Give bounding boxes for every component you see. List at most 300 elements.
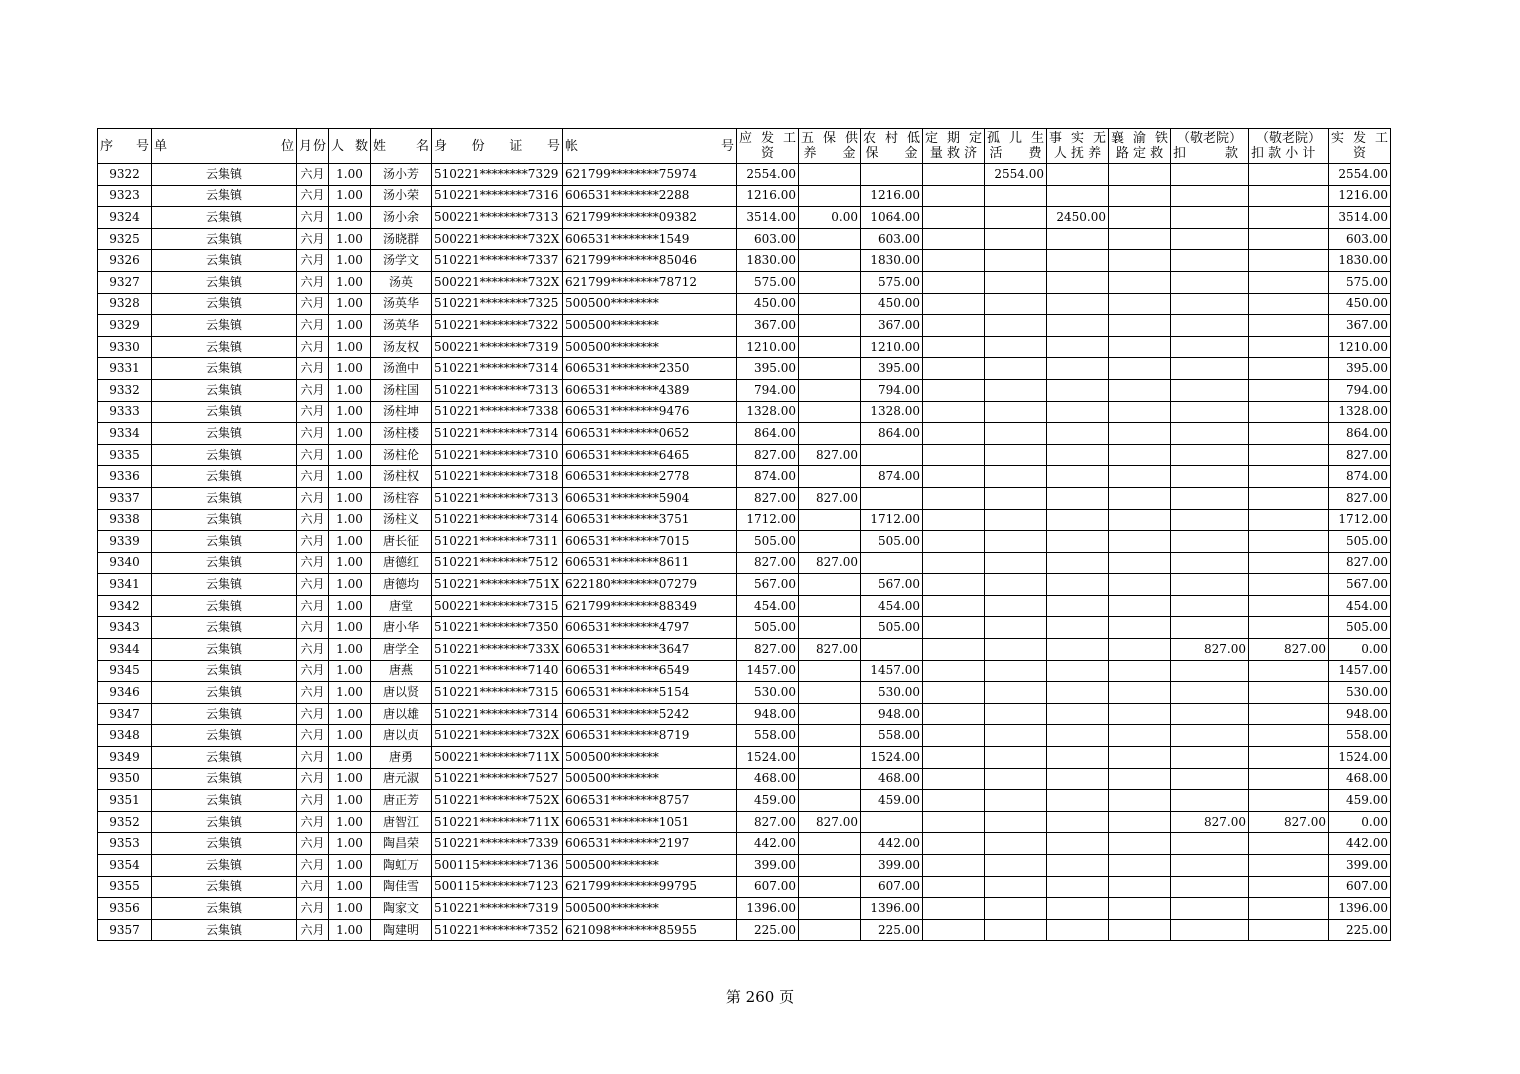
railway-cell: [1109, 336, 1171, 358]
account-cell: 606531********4389: [563, 379, 737, 401]
seq-cell: 9328: [98, 293, 152, 315]
unsupported-cell: [1047, 682, 1109, 704]
month-cell: 六月: [297, 898, 329, 920]
account-cell: 606531********1051: [563, 811, 737, 833]
header-deduction: [1171, 129, 1249, 164]
gross-pay-cell: 367.00: [737, 315, 799, 337]
count-cell: 1.00: [329, 336, 371, 358]
wubao-cell: [799, 725, 861, 747]
table-row: [98, 790, 1391, 812]
name-cell: 汤柱容: [371, 487, 432, 509]
railway-cell: [1109, 768, 1171, 790]
seq-cell: 9342: [98, 595, 152, 617]
net-pay-cell: 1328.00: [1329, 401, 1391, 423]
seq-cell: 9331: [98, 358, 152, 380]
wubao-cell: [799, 466, 861, 488]
account-cell: 500500********: [563, 336, 737, 358]
orphan-cell: [985, 207, 1047, 229]
id-cell: 500221********732X: [432, 271, 563, 293]
unit-cell: 云集镇: [152, 574, 297, 596]
month-cell: 六月: [297, 423, 329, 445]
seq-cell: 9323: [98, 185, 152, 207]
table-row: [98, 315, 1391, 337]
name-cell: 陶昌荣: [371, 833, 432, 855]
unit-cell: 云集镇: [152, 595, 297, 617]
unit-cell: 云集镇: [152, 444, 297, 466]
unsupported-cell: [1047, 703, 1109, 725]
gross-pay-cell: 399.00: [737, 855, 799, 877]
dibao-cell: 454.00: [861, 595, 923, 617]
count-cell: 1.00: [329, 703, 371, 725]
id-cell: 510221********7316: [432, 185, 563, 207]
month-cell: 六月: [297, 379, 329, 401]
seq-cell: 9339: [98, 531, 152, 553]
header-text: 应 发 工: [739, 131, 796, 146]
unsupported-cell: [1047, 315, 1109, 337]
seq-cell: 9327: [98, 271, 152, 293]
wubao-cell: [799, 660, 861, 682]
dibao-cell: 1064.00: [861, 207, 923, 229]
relief-cell: [923, 595, 985, 617]
table-row: [98, 164, 1391, 186]
header-gross-pay: [737, 129, 799, 164]
deduction-cell: [1171, 919, 1249, 941]
orphan-cell: [985, 315, 1047, 337]
relief-cell: [923, 358, 985, 380]
net-pay-cell: 454.00: [1329, 595, 1391, 617]
dibao-cell: 558.00: [861, 725, 923, 747]
orphan-cell: [985, 293, 1047, 315]
dibao-cell: 567.00: [861, 574, 923, 596]
railway-cell: [1109, 747, 1171, 769]
account-cell: 500500********: [563, 768, 737, 790]
header-text: 孤 儿 生: [987, 131, 1044, 146]
deduction-subtotal-cell: [1249, 336, 1329, 358]
gross-pay-cell: 603.00: [737, 228, 799, 250]
name-cell: 唐长征: [371, 531, 432, 553]
header-row: [98, 129, 1391, 164]
month-cell: 六月: [297, 185, 329, 207]
wubao-cell: [799, 790, 861, 812]
wubao-cell: [799, 250, 861, 272]
net-pay-cell: 948.00: [1329, 703, 1391, 725]
orphan-cell: [985, 768, 1047, 790]
orphan-cell: [985, 487, 1047, 509]
orphan-cell: [985, 876, 1047, 898]
wubao-cell: [799, 747, 861, 769]
dibao-cell: 575.00: [861, 271, 923, 293]
net-pay-cell: 0.00: [1329, 811, 1391, 833]
orphan-cell: [985, 531, 1047, 553]
count-cell: 1.00: [329, 617, 371, 639]
unsupported-cell: [1047, 833, 1109, 855]
unsupported-cell: [1047, 401, 1109, 423]
name-cell: 汤学文: [371, 250, 432, 272]
month-cell: 六月: [297, 271, 329, 293]
relief-cell: [923, 293, 985, 315]
dibao-cell: 225.00: [861, 919, 923, 941]
unsupported-cell: [1047, 466, 1109, 488]
count-cell: 1.00: [329, 898, 371, 920]
header-text: 襄 渝 铁: [1111, 131, 1168, 146]
account-cell: 606531********7015: [563, 531, 737, 553]
relief-cell: [923, 811, 985, 833]
relief-cell: [923, 164, 985, 186]
month-cell: 六月: [297, 574, 329, 596]
table-row: [98, 682, 1391, 704]
dibao-cell: [861, 639, 923, 661]
deduction-subtotal-cell: [1249, 207, 1329, 229]
count-cell: 1.00: [329, 487, 371, 509]
name-cell: 陶佳雪: [371, 876, 432, 898]
page-number: 第 260 页: [725, 988, 795, 1006]
header-text: 姓 名: [373, 138, 429, 154]
month-cell: 六月: [297, 315, 329, 337]
account-cell: 621799********88349: [563, 595, 737, 617]
header-text: 资: [1352, 146, 1366, 161]
dibao-cell: 607.00: [861, 876, 923, 898]
dibao-cell: 530.00: [861, 682, 923, 704]
account-cell: 606531********2350: [563, 358, 737, 380]
seq-cell: 9326: [98, 250, 152, 272]
table-row: [98, 444, 1391, 466]
gross-pay-cell: 1830.00: [737, 250, 799, 272]
relief-cell: [923, 639, 985, 661]
name-cell: 汤小芳: [371, 164, 432, 186]
deduction-subtotal-cell: [1249, 768, 1329, 790]
deduction-subtotal-cell: [1249, 293, 1329, 315]
gross-pay-cell: 1396.00: [737, 898, 799, 920]
table-row: [98, 185, 1391, 207]
railway-cell: [1109, 185, 1171, 207]
seq-cell: 9357: [98, 919, 152, 941]
railway-cell: [1109, 703, 1171, 725]
unsupported-cell: [1047, 639, 1109, 661]
count-cell: 1.00: [329, 379, 371, 401]
gross-pay-cell: 225.00: [737, 919, 799, 941]
dibao-cell: 1328.00: [861, 401, 923, 423]
name-cell: 唐以贤: [371, 682, 432, 704]
orphan-cell: [985, 271, 1047, 293]
name-cell: 唐德红: [371, 552, 432, 574]
id-cell: 510221********7512: [432, 552, 563, 574]
unit-cell: 云集镇: [152, 617, 297, 639]
relief-cell: [923, 401, 985, 423]
id-cell: 510221********711X: [432, 811, 563, 833]
net-pay-cell: 442.00: [1329, 833, 1391, 855]
account-cell: 500500********: [563, 315, 737, 337]
id-cell: 510221********7352: [432, 919, 563, 941]
header-text: 身 份 证 号: [434, 138, 560, 154]
wubao-cell: [799, 423, 861, 445]
gross-pay-cell: 864.00: [737, 423, 799, 445]
deduction-cell: [1171, 660, 1249, 682]
table-row: [98, 250, 1391, 272]
id-cell: 510221********7325: [432, 293, 563, 315]
id-cell: 500221********7319: [432, 336, 563, 358]
net-pay-cell: 1396.00: [1329, 898, 1391, 920]
orphan-cell: [985, 336, 1047, 358]
deduction-subtotal-cell: [1249, 509, 1329, 531]
account-cell: 606531********3751: [563, 509, 737, 531]
orphan-cell: [985, 250, 1047, 272]
deduction-subtotal-cell: [1249, 444, 1329, 466]
month-cell: 六月: [297, 207, 329, 229]
dibao-cell: 442.00: [861, 833, 923, 855]
account-cell: 621799********85046: [563, 250, 737, 272]
header-id-number: [432, 129, 563, 164]
net-pay-cell: 225.00: [1329, 919, 1391, 941]
month-cell: 六月: [297, 531, 329, 553]
account-cell: 606531********9476: [563, 401, 737, 423]
deduction-subtotal-cell: 827.00: [1249, 811, 1329, 833]
header-text: 养 金: [803, 146, 856, 161]
count-cell: 1.00: [329, 509, 371, 531]
dibao-cell: 603.00: [861, 228, 923, 250]
account-cell: 621799********75974: [563, 164, 737, 186]
wubao-cell: [799, 682, 861, 704]
wubao-cell: [799, 358, 861, 380]
count-cell: 1.00: [329, 855, 371, 877]
unsupported-cell: [1047, 487, 1109, 509]
wubao-cell: [799, 768, 861, 790]
net-pay-cell: 2554.00: [1329, 164, 1391, 186]
table-row: [98, 595, 1391, 617]
unsupported-cell: [1047, 617, 1109, 639]
count-cell: 1.00: [329, 682, 371, 704]
relief-cell: [923, 574, 985, 596]
deduction-cell: [1171, 509, 1249, 531]
dibao-cell: 864.00: [861, 423, 923, 445]
count-cell: 1.00: [329, 358, 371, 380]
railway-cell: [1109, 531, 1171, 553]
deduction-cell: [1171, 315, 1249, 337]
deduction-cell: [1171, 768, 1249, 790]
header-text: 活 费: [989, 146, 1042, 161]
month-cell: 六月: [297, 401, 329, 423]
relief-cell: [923, 185, 985, 207]
unit-cell: 云集镇: [152, 185, 297, 207]
month-cell: 六月: [297, 595, 329, 617]
dibao-cell: 1210.00: [861, 336, 923, 358]
unit-cell: 云集镇: [152, 466, 297, 488]
table-row: [98, 423, 1391, 445]
wubao-cell: 827.00: [799, 552, 861, 574]
railway-cell: [1109, 876, 1171, 898]
seq-cell: 9336: [98, 466, 152, 488]
orphan-cell: [985, 919, 1047, 941]
seq-cell: 9329: [98, 315, 152, 337]
name-cell: 汤柱国: [371, 379, 432, 401]
unit-cell: 云集镇: [152, 660, 297, 682]
net-pay-cell: 459.00: [1329, 790, 1391, 812]
orphan-cell: [985, 833, 1047, 855]
unit-cell: 云集镇: [152, 509, 297, 531]
deduction-cell: [1171, 725, 1249, 747]
deduction-cell: [1171, 747, 1249, 769]
dibao-cell: 459.00: [861, 790, 923, 812]
count-cell: 1.00: [329, 768, 371, 790]
count-cell: 1.00: [329, 315, 371, 337]
header-text: 人 数: [331, 138, 368, 154]
count-cell: 1.00: [329, 401, 371, 423]
deduction-subtotal-cell: [1249, 898, 1329, 920]
deduction-cell: [1171, 423, 1249, 445]
id-cell: 510221********7314: [432, 358, 563, 380]
dibao-cell: 1524.00: [861, 747, 923, 769]
month-cell: 六月: [297, 639, 329, 661]
deduction-cell: [1171, 250, 1249, 272]
account-cell: 606531********8757: [563, 790, 737, 812]
net-pay-cell: 1830.00: [1329, 250, 1391, 272]
header-dibao: [861, 129, 923, 164]
unsupported-cell: [1047, 898, 1109, 920]
unit-cell: 云集镇: [152, 790, 297, 812]
header-month: [297, 129, 329, 164]
railway-cell: [1109, 207, 1171, 229]
id-cell: 510221********732X: [432, 725, 563, 747]
railway-cell: [1109, 509, 1171, 531]
dibao-cell: 1830.00: [861, 250, 923, 272]
relief-cell: [923, 725, 985, 747]
id-cell: 500221********711X: [432, 747, 563, 769]
unit-cell: 云集镇: [152, 401, 297, 423]
dibao-cell: 395.00: [861, 358, 923, 380]
wubao-cell: [799, 379, 861, 401]
unsupported-cell: [1047, 423, 1109, 445]
net-pay-cell: 567.00: [1329, 574, 1391, 596]
net-pay-cell: 450.00: [1329, 293, 1391, 315]
deduction-cell: 827.00: [1171, 639, 1249, 661]
seq-cell: 9351: [98, 790, 152, 812]
table-row: [98, 487, 1391, 509]
orphan-cell: 2554.00: [985, 164, 1047, 186]
seq-cell: 9348: [98, 725, 152, 747]
deduction-subtotal-cell: [1249, 271, 1329, 293]
id-cell: 500221********7313: [432, 207, 563, 229]
unit-cell: 云集镇: [152, 207, 297, 229]
relief-cell: [923, 315, 985, 337]
deduction-cell: [1171, 293, 1249, 315]
header-name: [371, 129, 432, 164]
account-cell: 606531********5242: [563, 703, 737, 725]
orphan-cell: [985, 358, 1047, 380]
net-pay-cell: 1712.00: [1329, 509, 1391, 531]
month-cell: 六月: [297, 444, 329, 466]
account-cell: 606531********5904: [563, 487, 737, 509]
orphan-cell: [985, 898, 1047, 920]
relief-cell: [923, 833, 985, 855]
seq-cell: 9341: [98, 574, 152, 596]
id-cell: 510221********7337: [432, 250, 563, 272]
id-cell: 510221********7318: [432, 466, 563, 488]
gross-pay-cell: 567.00: [737, 574, 799, 596]
header-railway: [1109, 129, 1171, 164]
seq-cell: 9324: [98, 207, 152, 229]
header-text: 扣 款 小 计: [1251, 146, 1316, 161]
net-pay-cell: 794.00: [1329, 379, 1391, 401]
orphan-cell: [985, 747, 1047, 769]
wubao-cell: [799, 595, 861, 617]
gross-pay-cell: 827.00: [737, 444, 799, 466]
relief-cell: [923, 703, 985, 725]
net-pay-cell: 0.00: [1329, 639, 1391, 661]
wubao-cell: [799, 703, 861, 725]
month-cell: 六月: [297, 358, 329, 380]
wubao-cell: [799, 336, 861, 358]
orphan-cell: [985, 660, 1047, 682]
dibao-cell: [861, 164, 923, 186]
unit-cell: 云集镇: [152, 639, 297, 661]
net-pay-cell: 874.00: [1329, 466, 1391, 488]
unit-cell: 云集镇: [152, 811, 297, 833]
railway-cell: [1109, 617, 1171, 639]
table-row: [98, 876, 1391, 898]
count-cell: 1.00: [329, 164, 371, 186]
account-cell: 606531********2197: [563, 833, 737, 855]
deduction-cell: [1171, 207, 1249, 229]
railway-cell: [1109, 660, 1171, 682]
seq-cell: 9349: [98, 747, 152, 769]
railway-cell: [1109, 725, 1171, 747]
deduction-subtotal-cell: [1249, 876, 1329, 898]
header-text: （敬老院）: [1255, 131, 1321, 146]
relief-cell: [923, 768, 985, 790]
net-pay-cell: 399.00: [1329, 855, 1391, 877]
unit-cell: 云集镇: [152, 919, 297, 941]
net-pay-cell: 827.00: [1329, 552, 1391, 574]
relief-cell: [923, 898, 985, 920]
wubao-cell: 827.00: [799, 444, 861, 466]
dibao-cell: 399.00: [861, 855, 923, 877]
deduction-cell: [1171, 876, 1249, 898]
table-row: [98, 358, 1391, 380]
count-cell: 1.00: [329, 725, 371, 747]
net-pay-cell: 864.00: [1329, 423, 1391, 445]
account-cell: 606531********6549: [563, 660, 737, 682]
unsupported-cell: [1047, 855, 1109, 877]
month-cell: 六月: [297, 660, 329, 682]
name-cell: 汤柱权: [371, 466, 432, 488]
seq-cell: 9338: [98, 509, 152, 531]
railway-cell: [1109, 552, 1171, 574]
unsupported-cell: [1047, 552, 1109, 574]
name-cell: 唐以雄: [371, 703, 432, 725]
deduction-subtotal-cell: [1249, 682, 1329, 704]
gross-pay-cell: 794.00: [737, 379, 799, 401]
relief-cell: [923, 228, 985, 250]
dibao-cell: 450.00: [861, 293, 923, 315]
deduction-subtotal-cell: [1249, 228, 1329, 250]
orphan-cell: [985, 617, 1047, 639]
id-cell: 510221********7311: [432, 531, 563, 553]
count-cell: 1.00: [329, 250, 371, 272]
table-row: [98, 574, 1391, 596]
deduction-cell: [1171, 898, 1249, 920]
table-row: [98, 660, 1391, 682]
table-row: [98, 466, 1391, 488]
header-text: 农 村 低: [863, 131, 920, 146]
table-row: [98, 207, 1391, 229]
net-pay-cell: 827.00: [1329, 487, 1391, 509]
unsupported-cell: 2450.00: [1047, 207, 1109, 229]
table-row: [98, 293, 1391, 315]
net-pay-cell: 367.00: [1329, 315, 1391, 337]
month-cell: 六月: [297, 617, 329, 639]
railway-cell: [1109, 919, 1171, 941]
wubao-cell: [799, 271, 861, 293]
table-row: [98, 833, 1391, 855]
